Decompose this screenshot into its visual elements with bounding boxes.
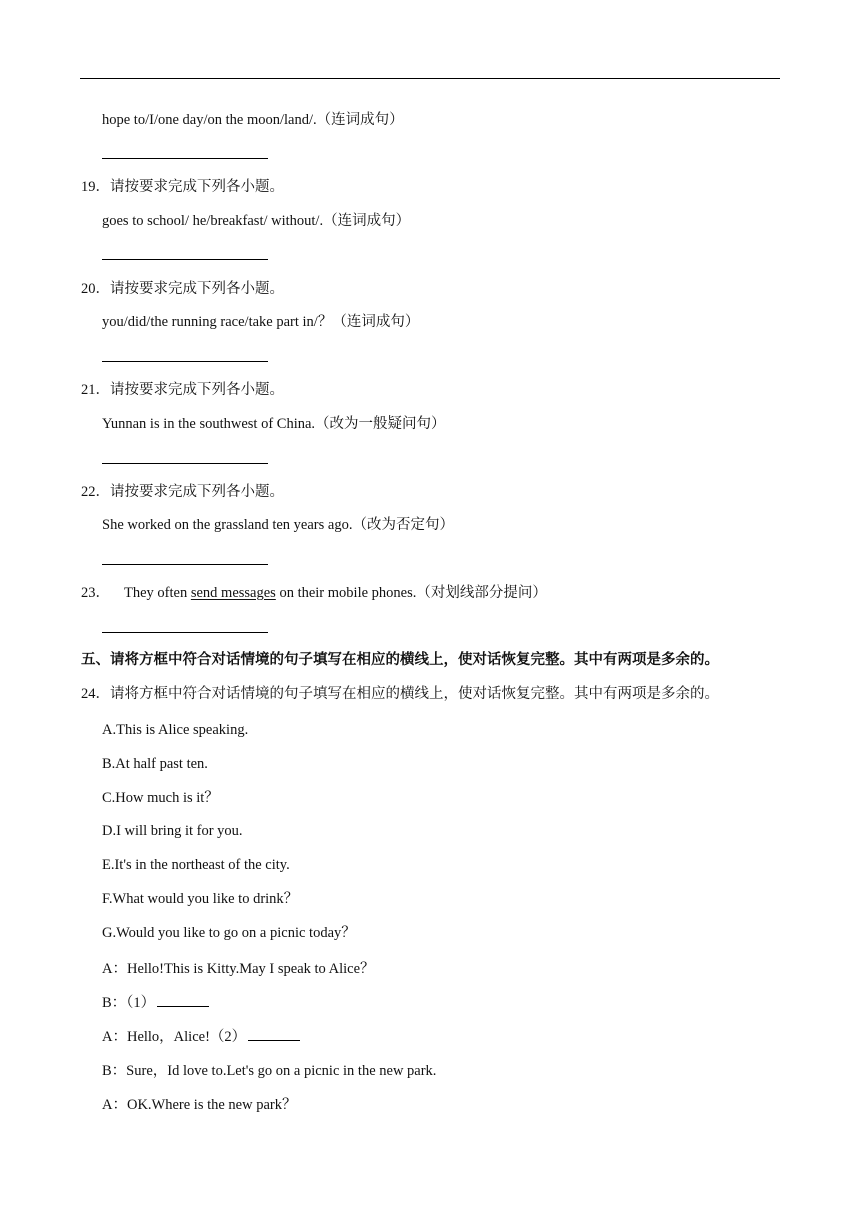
option-f: F.What would you like to drink？ [102,891,299,907]
option-a: A.This is Alice speaking. [102,722,249,738]
q19-prompt: goes to school/ he/breakfast/ without/.（连词成句） [102,213,411,229]
section5-heading: 五、请将方框中符合对话情境的句子填写在相应的横线上，使对话恢复完整。其中有两项是多余的。 [81,652,719,668]
q24-number: 24． [81,686,110,702]
q24-instruction: 请将方框中符合对话情境的句子填写在相应的横线上，使对话恢复完整。其中有两项是多余的。 [110,686,719,702]
header-rule [80,78,780,79]
q21-heading [81,381,284,399]
q19-number: 19． [81,179,110,195]
dialogue-line-5: A：OK.Where is the new park？ [102,1097,297,1113]
dialogue-blank-1[interactable] [157,994,209,1007]
dialogue-line-3 [102,1028,300,1046]
q20-instruction: 请按要求完成下列各小题。 [110,281,284,297]
q23-prompt [81,584,547,602]
q21-prompt: Yunnan is in the southwest of China.（改为一般疑问句） [102,416,446,432]
q23-text-after: on their mobile phones.（对划线部分提问） [275,585,547,601]
dialogue-blank-2[interactable] [248,1028,300,1041]
option-d: D.I will bring it for you. [102,823,243,839]
q20-prompt: you/did/the running race/take part in/？（连词成句） [102,314,420,330]
q24-heading [81,685,719,703]
q21-answer-line[interactable] [102,463,268,464]
option-c: C.How much is it？ [102,790,219,806]
q19-heading [81,178,284,196]
q23-number: 23． [81,585,110,601]
dialogue-line-2-text: B：（1） [102,995,156,1011]
dialogue-line-2 [102,994,209,1012]
q20-heading [81,280,284,298]
q21-instruction: 请按要求完成下列各小题。 [110,382,284,398]
dialogue-line-3-text: A：Hello，Alice!（2） [102,1029,247,1045]
dialogue-line-1: A：Hello!This is Kitty.May I speak to Alice？ [102,961,375,977]
q19-answer-line[interactable] [102,259,268,260]
q22-instruction: 请按要求完成下列各小题。 [110,484,284,500]
q19-instruction: 请按要求完成下列各小题。 [110,179,284,195]
option-b: B.At half past ten. [102,756,208,772]
option-e: E.It's in the northeast of the city. [102,857,290,873]
q21-number: 21． [81,382,110,398]
q18-answer-line[interactable] [102,158,268,159]
q23-answer-line[interactable] [102,632,268,633]
q18-prompt: hope to/I/one day/on the moon/land/.（连词成句） [102,112,404,128]
option-g: G.Would you like to go on a picnic today？ [102,925,356,941]
q22-number: 22． [81,484,110,500]
q23-text-before: They often [124,585,191,601]
q20-answer-line[interactable] [102,361,268,362]
q23-underlined-phrase: send messages [190,585,276,601]
q22-prompt: She worked on the grassland ten years ago.（改为否定句） [102,517,454,533]
dialogue-line-4: B：Sure，Id love to.Let's go on a picnic in the new park. [102,1063,437,1079]
q20-number: 20． [81,281,110,297]
q22-answer-line[interactable] [102,564,268,565]
q22-heading [81,483,284,501]
